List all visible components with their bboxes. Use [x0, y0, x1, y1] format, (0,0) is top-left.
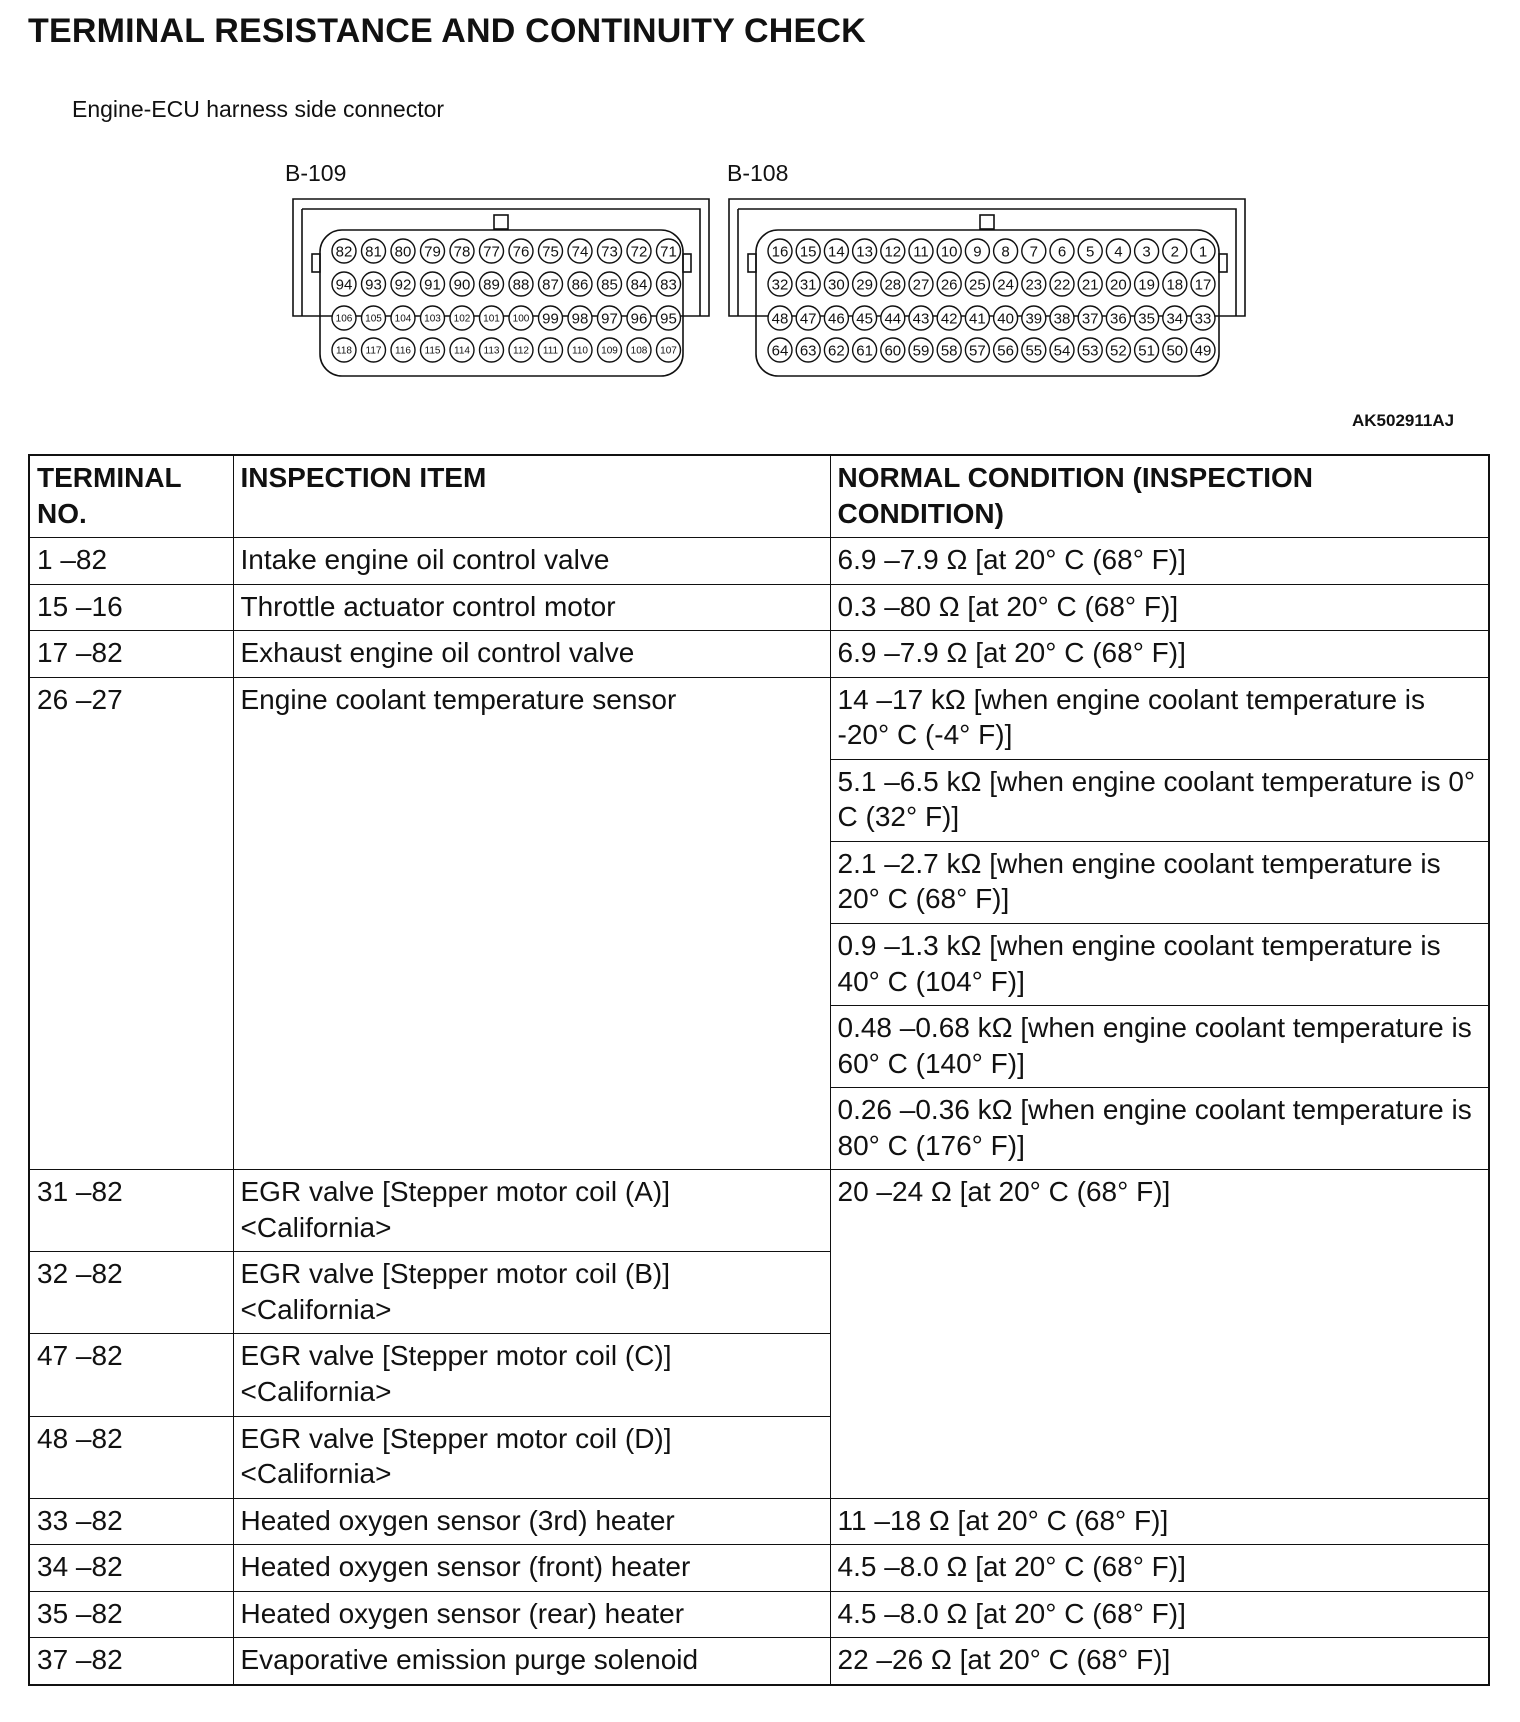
connector-pin — [1163, 306, 1187, 330]
connector-pin — [627, 272, 651, 296]
connector-pin — [1078, 272, 1102, 296]
connector-pin — [509, 272, 533, 296]
connector-pin — [768, 239, 792, 263]
header-terminal: TERMINAL NO. — [29, 455, 233, 538]
connector-pin — [994, 306, 1018, 330]
connector-pin — [480, 306, 504, 330]
pin-number: 14 — [828, 243, 845, 261]
connector-pin — [1106, 306, 1130, 330]
connector-pin — [1106, 272, 1130, 296]
connector-pin — [1106, 239, 1130, 263]
connector-pin — [362, 239, 386, 263]
pin-number: 95 — [660, 310, 677, 328]
pin-number: 52 — [1110, 342, 1127, 360]
connector-pin — [332, 306, 356, 330]
connector-pin — [994, 239, 1018, 263]
item-cell: Heated oxygen sensor (3rd) heater — [233, 1498, 830, 1545]
pin-number: 30 — [828, 276, 845, 294]
pin-number: 28 — [884, 276, 902, 294]
pin-number: 39 — [1025, 310, 1043, 328]
connector-pin — [824, 306, 848, 330]
connector-pin — [1050, 306, 1074, 330]
pin-number: 64 — [771, 342, 789, 360]
pin-number: 58 — [940, 342, 958, 360]
pins-b108 — [768, 239, 1215, 362]
connector-pin — [362, 272, 386, 296]
condition-cell: 0.9 –1.3 kΩ [when engine coolant temperature is 40° C (104° F)] — [830, 924, 1489, 1006]
connector-pin — [1163, 272, 1187, 296]
pin-number: 42 — [940, 310, 958, 328]
connector-pin — [881, 338, 905, 362]
connector-pin — [450, 272, 474, 296]
pin-number: 103 — [424, 313, 441, 325]
item-cell: EGR valve [Stepper motor coil (B)] <California> — [233, 1252, 830, 1334]
pin-number: 40 — [997, 310, 1014, 328]
pin-number: 21 — [1081, 276, 1099, 294]
connector-pin — [539, 239, 563, 263]
pin-number: 41 — [969, 310, 986, 328]
item-cell: Heated oxygen sensor (front) heater — [233, 1545, 830, 1592]
pin-number: 45 — [856, 310, 873, 328]
pin-number: 116 — [395, 345, 411, 357]
connector-pin — [450, 338, 474, 362]
header-inspection-item: INSPECTION ITEM — [233, 455, 830, 538]
pin-number: 50 — [1166, 342, 1184, 360]
connector-pin — [853, 306, 877, 330]
terminal-cell: 15 –16 — [29, 584, 233, 631]
condition-cell: 22 –26 Ω [at 20° C (68° F)] — [830, 1638, 1489, 1685]
connector-pin — [332, 272, 356, 296]
connector-pin — [332, 239, 356, 263]
connector-pin — [796, 338, 820, 362]
pin-number: 63 — [799, 342, 817, 360]
terminal-cell: 37 –82 — [29, 1638, 233, 1685]
item-cell: EGR valve [Stepper motor coil (C)] <California> — [233, 1334, 830, 1416]
connector-pin — [1135, 338, 1159, 362]
pin-number: 78 — [453, 243, 471, 261]
connector-pin — [1135, 239, 1159, 263]
pin-number: 49 — [1194, 342, 1212, 360]
connector-pin — [362, 306, 386, 330]
pin-number: 98 — [571, 310, 589, 328]
connector-pin — [768, 272, 792, 296]
pin-number: 112 — [513, 345, 529, 357]
connector-pin — [1135, 272, 1159, 296]
pin-number: 44 — [884, 310, 902, 328]
pin-number: 25 — [969, 276, 986, 294]
pin-number: 92 — [394, 276, 412, 294]
connector-pin — [937, 272, 961, 296]
pin-number: 7 — [1029, 243, 1038, 261]
connector-pin — [480, 272, 504, 296]
table-row — [29, 1498, 1489, 1545]
pin-number: 43 — [912, 310, 930, 328]
pin-number: 48 — [771, 310, 789, 328]
pin-number: 9 — [973, 243, 982, 261]
pin-number: 118 — [336, 345, 352, 357]
pin-number: 106 — [335, 313, 353, 325]
connector-pin — [598, 306, 622, 330]
pin-number: 62 — [828, 342, 845, 360]
connector-pin — [1022, 239, 1046, 263]
pin-number: 74 — [571, 243, 589, 261]
item-cell: Evaporative emission purge solenoid — [233, 1638, 830, 1685]
terminal-cell: 48 –82 — [29, 1416, 233, 1498]
connector-pin — [421, 272, 445, 296]
pin-number: 83 — [660, 276, 677, 294]
pin-number: 54 — [1053, 342, 1071, 360]
pin-number: 13 — [856, 243, 873, 261]
connector-pin — [881, 272, 905, 296]
connector-pin — [332, 338, 356, 362]
pin-number: 17 — [1194, 276, 1212, 294]
connector-pin — [598, 239, 622, 263]
pin-number: 115 — [424, 345, 441, 357]
pin-number: 11 — [913, 243, 929, 261]
table-row — [29, 631, 1489, 678]
connector-pin — [421, 306, 445, 330]
connector-pin — [1078, 338, 1102, 362]
connector-pin — [657, 239, 681, 263]
table-row — [29, 1591, 1489, 1638]
pin-number: 105 — [365, 313, 382, 325]
connector-pin — [421, 338, 445, 362]
pin-number: 117 — [365, 345, 382, 357]
connector-pin — [362, 338, 386, 362]
connector-pin — [1106, 338, 1130, 362]
pin-number: 85 — [601, 276, 618, 294]
connector-pin — [1191, 239, 1215, 263]
condition-cell: 11 –18 Ω [at 20° C (68° F)] — [830, 1498, 1489, 1545]
pin-number: 82 — [335, 243, 353, 261]
pin-number: 38 — [1053, 310, 1071, 328]
pin-number: 84 — [630, 276, 648, 294]
pin-number: 100 — [512, 313, 530, 325]
connector-pin — [450, 239, 474, 263]
pin-number: 109 — [601, 345, 618, 357]
connector-pin — [937, 239, 961, 263]
pin-number: 55 — [1025, 342, 1043, 360]
connector-pin — [853, 272, 877, 296]
pin-number: 20 — [1110, 276, 1127, 294]
condition-cell: 0.48 –0.68 kΩ [when engine coolant temperature is 60° C (140° F)] — [830, 1006, 1489, 1088]
connector-pin — [1135, 306, 1159, 330]
connector-label-b109: B-109 — [285, 160, 347, 186]
connector-pin — [1191, 338, 1215, 362]
pin-number: 18 — [1166, 276, 1184, 294]
pin-number: 57 — [969, 342, 986, 360]
pin-number: 81 — [365, 243, 382, 261]
inspection-table — [28, 454, 1490, 1686]
connector-pin — [1078, 239, 1102, 263]
pin-number: 79 — [424, 243, 441, 261]
pin-number: 36 — [1110, 310, 1127, 328]
terminal-cell: 35 –82 — [29, 1591, 233, 1638]
pin-number: 80 — [394, 243, 412, 261]
connector-pin — [539, 306, 563, 330]
pin-number: 110 — [572, 345, 588, 357]
pin-number: 15 — [799, 243, 817, 261]
connector-pin — [824, 272, 848, 296]
pin-number: 99 — [542, 310, 559, 328]
connector-pin — [391, 272, 415, 296]
pin-number: 56 — [997, 342, 1014, 360]
pin-number: 24 — [997, 276, 1014, 294]
connector-pin — [539, 338, 563, 362]
figure-id: AK502911AJ — [1352, 411, 1455, 430]
pin-number: 108 — [630, 345, 648, 357]
connector-pin — [824, 338, 848, 362]
connector-pin — [627, 239, 651, 263]
pin-number: 89 — [483, 276, 500, 294]
condition-cell: 0.26 –0.36 kΩ [when engine coolant temperature is 80° C (176° F)] — [830, 1088, 1489, 1170]
connector-pin — [598, 338, 622, 362]
item-cell: Heated oxygen sensor (rear) heater — [233, 1591, 830, 1638]
connector-pin — [1022, 306, 1046, 330]
pin-number: 46 — [828, 310, 845, 328]
pins-b109 — [332, 239, 681, 362]
connector-pin — [909, 239, 933, 263]
pin-number: 71 — [660, 243, 677, 261]
condition-cell: 0.3 –80 Ω [at 20° C (68° F)] — [830, 584, 1489, 631]
page-title: TERMINAL RESISTANCE AND CONTINUITY CHECK — [28, 12, 866, 50]
terminal-cell: 47 –82 — [29, 1334, 233, 1416]
connector-pin — [1078, 306, 1102, 330]
connector-pin — [568, 239, 592, 263]
pin-number: 87 — [542, 276, 559, 294]
connector-pin — [994, 338, 1018, 362]
connector-pin — [796, 272, 820, 296]
terminal-cell: 26 –27 — [29, 677, 233, 1170]
pin-number: 113 — [483, 345, 500, 357]
table-row — [29, 584, 1489, 631]
connector-pin — [965, 306, 989, 330]
condition-cell: 14 –17 kΩ [when engine coolant temperature is -20° C (-4° F)] — [830, 677, 1489, 759]
pin-number: 8 — [1001, 243, 1010, 261]
pin-number: 97 — [601, 310, 618, 328]
connector-pin — [1022, 272, 1046, 296]
connector-pin — [391, 338, 415, 362]
connector-pin — [853, 338, 877, 362]
connector-pin — [965, 272, 989, 296]
pin-number: 5 — [1086, 243, 1095, 261]
pin-number: 73 — [601, 243, 618, 261]
connector-pin — [657, 338, 681, 362]
condition-cell: 4.5 –8.0 Ω [at 20° C (68° F)] — [830, 1545, 1489, 1592]
pin-number: 107 — [660, 345, 677, 357]
table-row — [29, 677, 1489, 759]
pin-number: 101 — [483, 313, 500, 325]
item-cell: EGR valve [Stepper motor coil (A)] <California> — [233, 1170, 830, 1252]
pin-number: 60 — [884, 342, 902, 360]
pin-number: 93 — [365, 276, 382, 294]
pin-number: 16 — [771, 243, 789, 261]
connector-pin — [909, 338, 933, 362]
connector-pin — [1022, 338, 1046, 362]
connector-pin — [450, 306, 474, 330]
connector-pin — [480, 338, 504, 362]
pin-number: 77 — [483, 243, 500, 261]
pin-number: 27 — [912, 276, 930, 294]
page-subtitle: Engine-ECU harness side connector — [72, 96, 445, 122]
pin-number: 51 — [1138, 342, 1155, 360]
item-cell: Throttle actuator control motor — [233, 584, 830, 631]
pin-number: 59 — [912, 342, 930, 360]
pin-number: 19 — [1138, 276, 1155, 294]
table-row — [29, 1545, 1489, 1592]
table-row — [29, 1638, 1489, 1685]
pin-number: 53 — [1081, 342, 1099, 360]
connector-pin — [568, 338, 592, 362]
connector-pin — [627, 338, 651, 362]
connector-pin — [768, 306, 792, 330]
condition-cell: 2.1 –2.7 kΩ [when engine coolant temperature is 20° C (68° F)] — [830, 841, 1489, 923]
connector-pin — [768, 338, 792, 362]
connector-pin — [1050, 239, 1074, 263]
connector-pin — [881, 306, 905, 330]
connector-pin — [657, 306, 681, 330]
table-row — [29, 538, 1489, 585]
pin-number: 37 — [1081, 310, 1099, 328]
condition-cell: 6.9 –7.9 Ω [at 20° C (68° F)] — [830, 631, 1489, 678]
pin-number: 91 — [424, 276, 441, 294]
item-cell: EGR valve [Stepper motor coil (D)] <California> — [233, 1416, 830, 1498]
condition-cell: 4.5 –8.0 Ω [at 20° C (68° F)] — [830, 1591, 1489, 1638]
pin-number: 31 — [799, 276, 817, 294]
connector-diagram — [0, 0, 1520, 400]
pin-number: 76 — [512, 243, 530, 261]
pin-number: 23 — [1025, 276, 1043, 294]
pin-number: 75 — [542, 243, 559, 261]
connector-pin — [965, 338, 989, 362]
connector-pin — [598, 272, 622, 296]
pin-number: 10 — [940, 243, 958, 261]
item-cell: Engine coolant temperature sensor — [233, 677, 830, 1170]
connector-pin — [1191, 306, 1215, 330]
pin-number: 86 — [571, 276, 589, 294]
connector-pin — [391, 306, 415, 330]
connector-label-b108: B-108 — [727, 160, 789, 186]
connector-pin — [994, 272, 1018, 296]
pin-number: 1 — [1198, 243, 1208, 261]
connector-pin — [909, 272, 933, 296]
pin-number: 94 — [335, 276, 353, 294]
connector-pin — [937, 306, 961, 330]
connector-pin — [391, 239, 415, 263]
connector-pin — [965, 239, 989, 263]
pin-number: 6 — [1057, 243, 1067, 261]
pin-number: 111 — [542, 345, 559, 357]
pin-number: 104 — [394, 313, 412, 325]
connector-pin — [509, 239, 533, 263]
pin-number: 61 — [856, 342, 873, 360]
pin-number: 29 — [856, 276, 873, 294]
connector-pin — [1163, 239, 1187, 263]
item-cell: Intake engine oil control valve — [233, 538, 830, 585]
pin-number: 102 — [453, 313, 471, 325]
table-header-row — [29, 455, 1489, 538]
connector-pin — [480, 239, 504, 263]
connector-pin — [568, 306, 592, 330]
terminal-cell: 34 –82 — [29, 1545, 233, 1592]
connector-pin — [1163, 338, 1187, 362]
connector-pin — [881, 239, 905, 263]
pin-number: 114 — [454, 345, 470, 357]
terminal-cell: 17 –82 — [29, 631, 233, 678]
pin-number: 34 — [1166, 310, 1184, 328]
condition-cell: 5.1 –6.5 kΩ [when engine coolant temperature is 0° C (32° F)] — [830, 759, 1489, 841]
pin-number: 72 — [630, 243, 648, 261]
terminal-cell: 32 –82 — [29, 1252, 233, 1334]
connector-pin — [796, 239, 820, 263]
pin-number: 33 — [1194, 310, 1212, 328]
pin-number: 96 — [630, 310, 648, 328]
terminal-cell: 33 –82 — [29, 1498, 233, 1545]
connector-pin — [568, 272, 592, 296]
pin-number: 22 — [1053, 276, 1071, 294]
connector-pin — [824, 239, 848, 263]
connector-pin — [853, 239, 877, 263]
pin-number: 90 — [453, 276, 471, 294]
pin-number: 32 — [771, 276, 789, 294]
connector-pin — [627, 306, 651, 330]
connector-pin — [1191, 272, 1215, 296]
condition-cell: 20 –24 Ω [at 20° C (68° F)] — [830, 1170, 1489, 1498]
pin-number: 35 — [1138, 310, 1155, 328]
pin-number: 26 — [940, 276, 958, 294]
pin-number: 3 — [1142, 243, 1151, 261]
header-normal-condition: NORMAL CONDITION (INSPECTION CONDITION) — [830, 455, 1489, 538]
connector-pin — [796, 306, 820, 330]
connector-pin — [657, 272, 681, 296]
connector-pin — [937, 338, 961, 362]
connector-pin — [539, 272, 563, 296]
connector-pin — [909, 306, 933, 330]
terminal-cell: 1 –82 — [29, 538, 233, 585]
table-row — [29, 1170, 1489, 1252]
pin-number: 2 — [1170, 243, 1179, 261]
connector-pin — [1050, 272, 1074, 296]
pin-number: 88 — [512, 276, 530, 294]
pin-number: 47 — [799, 310, 817, 328]
connector-pin — [421, 239, 445, 263]
pin-number: 4 — [1114, 243, 1123, 261]
item-cell: Exhaust engine oil control valve — [233, 631, 830, 678]
connector-pin — [509, 338, 533, 362]
condition-cell: 6.9 –7.9 Ω [at 20° C (68° F)] — [830, 538, 1489, 585]
terminal-cell: 31 –82 — [29, 1170, 233, 1252]
pin-number: 12 — [884, 243, 902, 261]
connector-pin — [1050, 338, 1074, 362]
connector-pin — [509, 306, 533, 330]
